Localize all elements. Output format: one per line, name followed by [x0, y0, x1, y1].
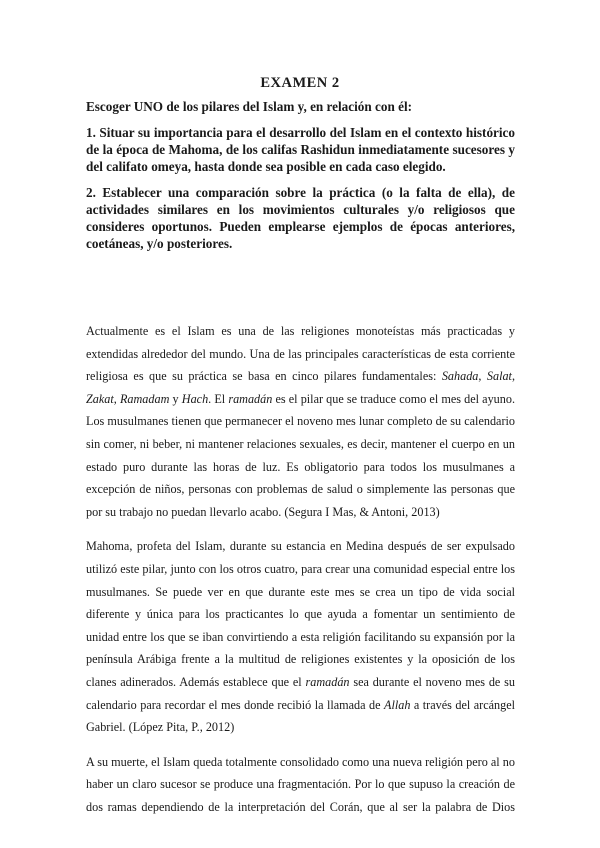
- paragraph-1-text: Actualmente es el Islam es una de las religiones monoteístas más practicadas y extendidas alrededor del mundo. Una de las principales características de esta corriente religiosa es que su práctica se basa en cinco pilares fundamentales:: [86, 324, 515, 384]
- term-ramadan: ramadán: [228, 391, 273, 406]
- separator: ,: [113, 391, 120, 406]
- separator: ,: [478, 369, 487, 384]
- exam-questions: [86, 98, 515, 261]
- essay-body: [86, 320, 515, 830]
- paragraph-1-text-cont: es el pilar que se traduce como el mes del ayuno. Los musulmanes tienen que permanecer el noveno mes lunar completo de su calendario sin comer, ni beber, ni mantener relaciones sexuales, es decir, mantener el cuerpo en un estado puro durante las horas de luz. Es obligatorio para todos los musulmanes a excepción de niños, personas con problemas de salud o simplemente las personas que por su trabajo no puedan llevarlo acabo. (Segura I Mas, & Antoni, 2013): [86, 391, 515, 519]
- separator: . El: [208, 391, 229, 406]
- term-ramadam: Ramadam: [119, 391, 170, 406]
- term-allah: Allah: [384, 697, 411, 712]
- separator: ,: [511, 369, 515, 384]
- exam-title: EXAMEN 2: [260, 75, 340, 91]
- term-hach: Hach: [181, 391, 209, 406]
- question-2: 2. Establecer una comparación sobre la práctica (o la falta de ella), de actividades similares en los movimientos culturales y/o religiosos que consideres oportunos. Pueden emplearse ejemplos de épocas anteriores, coetáneas, y/o posteriores.: [86, 185, 515, 251]
- paragraph-3: A su muerte, el Islam queda totalmente consolidado como una nueva religión pero al no haber un claro sucesor se produce una fragmentación. Por lo que supuso la creación de dos ramas dependiendo de la interpretación del Corán, que al ser la palabra de Dios: [86, 754, 515, 814]
- term-zakat: Zakat: [86, 391, 114, 406]
- question-1: 1. Situar su importancia para el desarrollo del Islam en el contexto histórico de la época de Mahoma, de los califas Rashidun inmediatamente sucesores y del califato omeya, hasta donde sea posible en cada caso elegido.: [86, 125, 515, 174]
- question-intro: Escoger UNO de los pilares del Islam y, en relación con él:: [86, 99, 413, 114]
- paragraph-2: [86, 535, 515, 738]
- paragraph-1: [86, 320, 515, 523]
- separator: y: [169, 391, 182, 406]
- term-salat: Salat: [486, 369, 512, 384]
- term-sahada: Sahada: [441, 369, 479, 384]
- term-ramadan: ramadán: [305, 674, 350, 689]
- paragraph-2-text: Mahoma, profeta del Islam, durante su estancia en Medina después de ser expulsado utilizó este pilar, junto con los otros cuatro, para crear una comunidad especial entre los musulmanes. Se puede ver en que durante este mes se crea un tipo de vida social diferente y única para los practicantes lo que ayuda a fomentar un sentimiento de unidad entre los que se iban convirtiendo a esta religión facilitando su expansión por la península Arábiga frente a la multitud de religiones existentes y la oposición de los clanes adinerados. Además establece que el: [86, 539, 515, 689]
- paragraph-2-text-end: a través del arcángel Gabriel. (López Pita, P., 2012): [86, 697, 516, 735]
- paragraph-2-text-cont: sea durante el noveno mes de su calendario para recordar el mes donde recibió la llamada de: [86, 674, 515, 712]
